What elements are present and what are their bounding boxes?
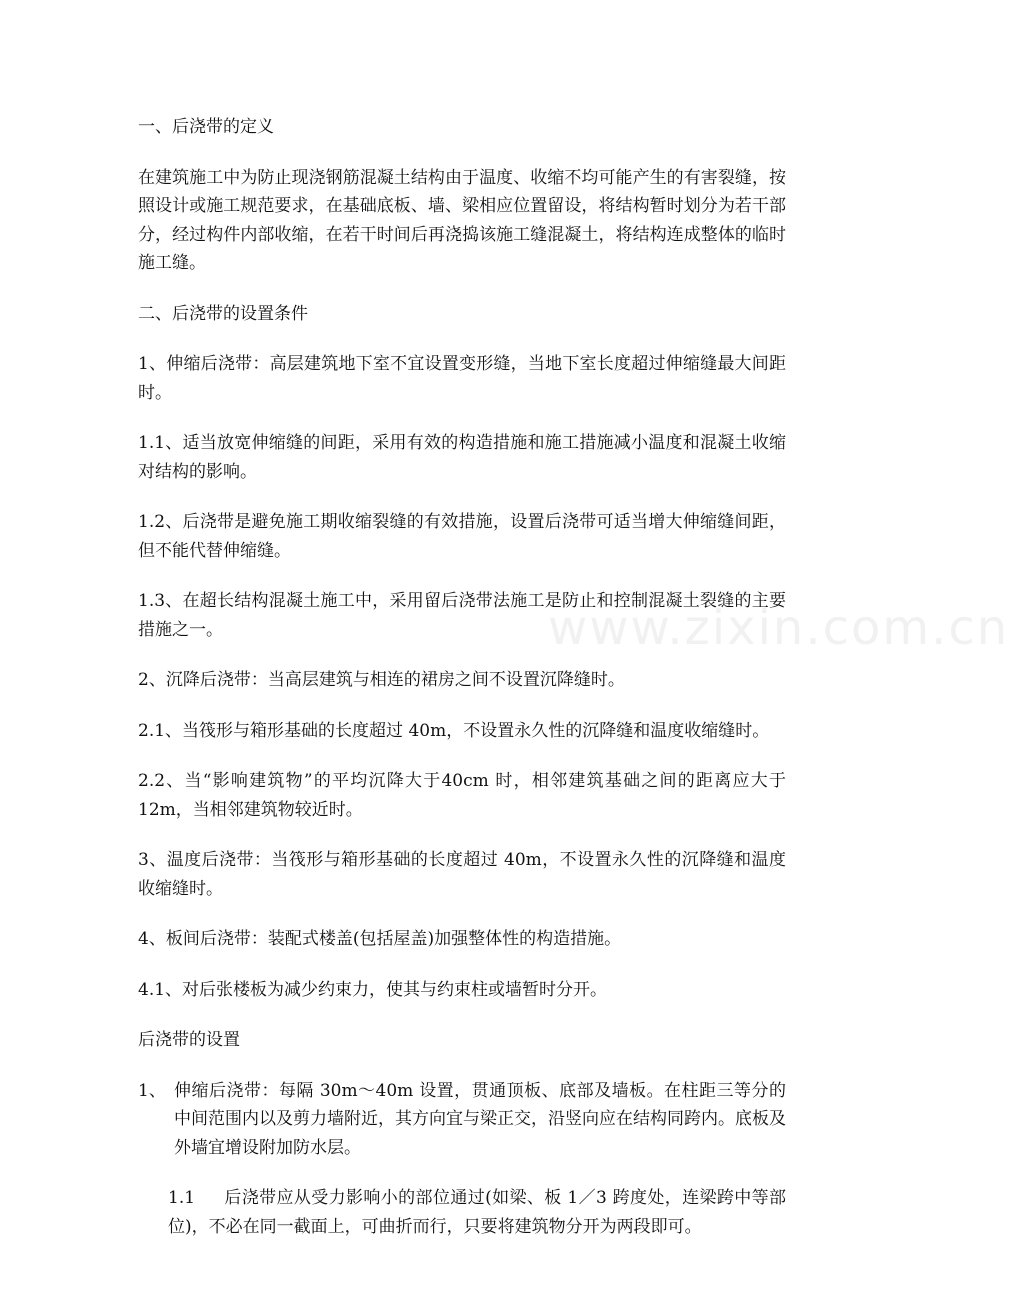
paragraph-settlement-band: 2、沉降后浇带：当高层建筑与相连的裙房之间不设置沉降缝时。 bbox=[138, 670, 625, 690]
paragraph-temperature-band: 3、温度后浇带：当筏形与箱形基础的长度超过 40m，不设置永久性的沉降缝和温度收缩缝时。 bbox=[138, 850, 786, 899]
paragraph-1-3: 1.3、在超长结构混凝土施工中，采用留后浇带法施工是防止和控制混凝土裂缝的主要措施之一。 bbox=[138, 591, 786, 640]
list-marker: 1、 bbox=[138, 1080, 166, 1101]
sub-item-marker: 1.1 bbox=[168, 1188, 196, 1208]
section-heading-definition: 一、后浇带的定义 bbox=[138, 117, 274, 137]
sub-item-1-1 bbox=[168, 1184, 786, 1241]
paragraph-1-2: 1.2、后浇带是避免施工期收缩裂缝的有效措施，设置后浇带可适当增大伸缩缝间距，但不能代替伸缩缝。 bbox=[138, 512, 786, 561]
list-item-text: 伸缩后浇带：每隔 30m～40m 设置，贯通顶板、底部及墙板。在柱距三等分的中间范围内以及剪力墙附近，其方向宜与梁正交，沿竖向应在结构同跨内。底板及外墙宜增设附加防水层。 bbox=[174, 1080, 786, 1158]
section-heading-setup: 后浇带的设置 bbox=[138, 1030, 240, 1050]
paragraph-expansion-band: 1、伸缩后浇带：高层建筑地下室不宜设置变形缝，当地下室长度超过伸缩缝最大间距时。 bbox=[138, 354, 786, 403]
document-body bbox=[138, 113, 786, 1241]
list-item-expansion-setup bbox=[138, 1077, 786, 1163]
paragraph-1-1: 1.1、适当放宽伸缩缝的间距，采用有效的构造措施和施工措施减小温度和混凝土收缩对结构的影响。 bbox=[138, 433, 786, 482]
paragraph-4-1: 4.1、对后张楼板为减少约束力，使其与约束柱或墙暂时分开。 bbox=[138, 979, 608, 1000]
paragraph-slab-band: 4、板间后浇带：装配式楼盖(包括屋盖)加强整体性的构造措施。 bbox=[138, 929, 622, 949]
section-heading-conditions: 二、后浇带的设置条件 bbox=[138, 303, 308, 324]
paragraph-definition: 在建筑施工中为防止现浇钢筋混凝土结构由于温度、收缩不均可能产生的有害裂缝，按照设计或施工规范要求，在基础底板、墙、梁相应位置留设，将结构暂时划分为若干部分，经过构件内部收缩，在若干时间后再浇捣该施工缝混凝土，将结构连成整体的临时施工缝。 bbox=[138, 167, 786, 273]
paragraph-2-2: 2.2、当“影响建筑物”的平均沉降大于40cm 时，相邻建筑基础之间的距离应大于 12m，当相邻建筑物较近时。 bbox=[138, 771, 786, 820]
watermark: www.zixin.com.cn bbox=[548, 600, 1009, 656]
paragraph-2-1: 2.1、当筏形与箱形基础的长度超过 40m，不设置永久性的沉降缝和温度收缩缝时。 bbox=[138, 720, 770, 741]
sub-item-text: 后浇带应从受力影响小的部位通过(如梁、板 1／3 跨度处，连梁跨中等部位)，不必在同一截面上，可曲折而行，只要将建筑物分开为两段即可。 bbox=[168, 1188, 786, 1237]
